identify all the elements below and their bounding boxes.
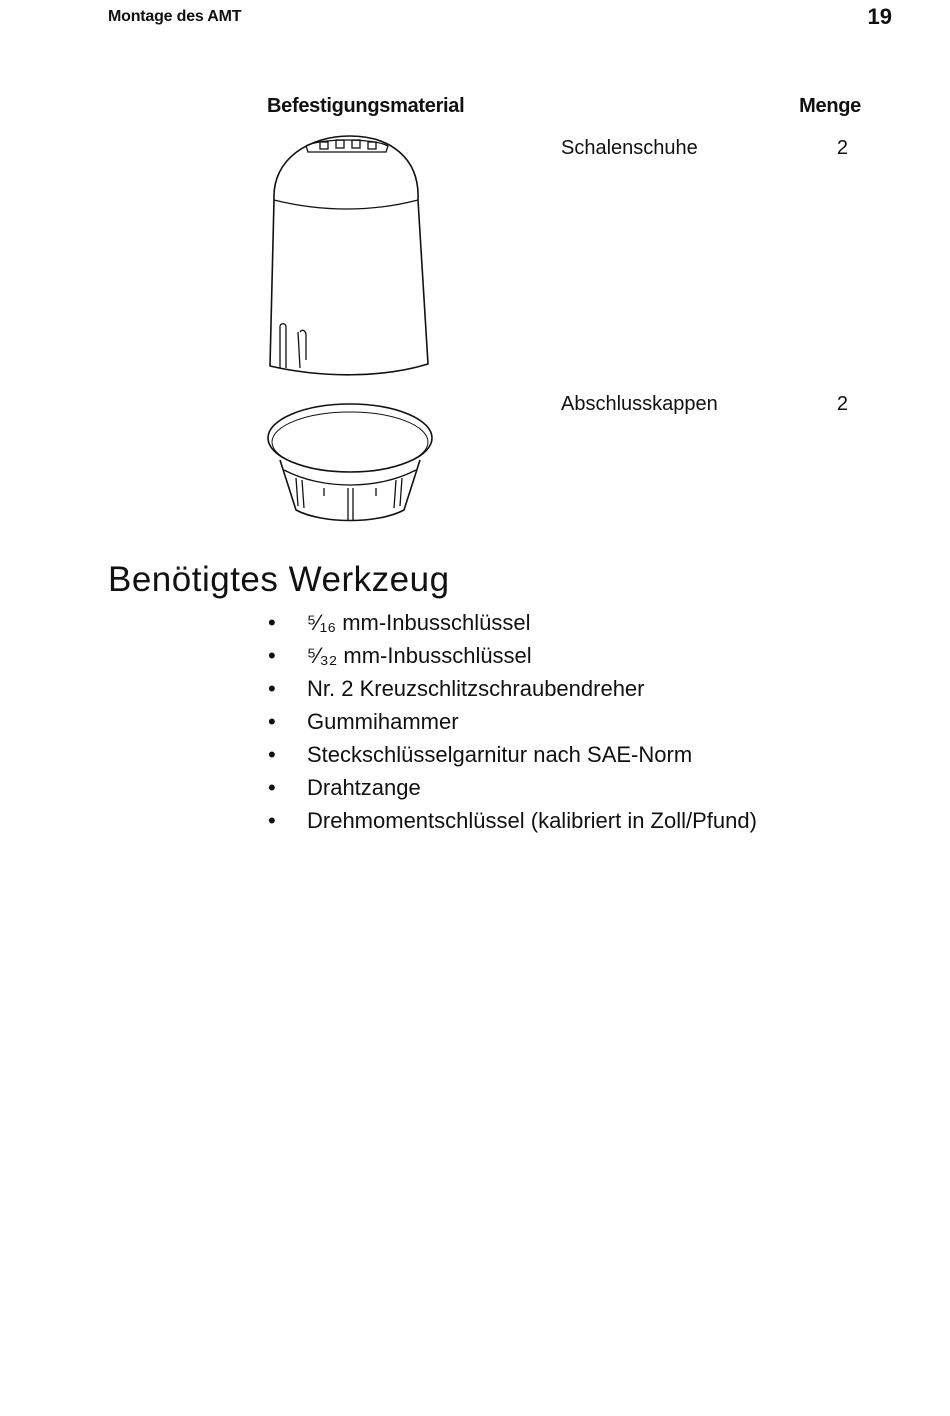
list-item: [268, 672, 757, 705]
part-name-end-caps: Abschlusskappen: [561, 393, 718, 415]
part-name-shell-shoes: Schalenschuhe: [561, 137, 698, 159]
list-item-text: Drahtzange: [307, 775, 421, 800]
list-item-text: Nr. 2 Kreuzschlitzschraubendreher: [307, 676, 645, 701]
shell-shoe-icon: [262, 128, 437, 380]
bullet: •: [268, 643, 276, 668]
column-header-material: Befestigungsmaterial: [267, 95, 465, 117]
section-title-tools: Benötigtes Werkzeug: [108, 560, 450, 599]
bullet: •: [268, 610, 276, 635]
part-quantity-end-caps: 2: [836, 393, 848, 415]
tools-list: [268, 606, 757, 837]
end-cap-icon: [262, 398, 437, 528]
list-item-text: Drehmomentschlüssel (kalibriert in Zoll/Pfund): [307, 808, 757, 833]
running-header: Montage des AMT: [108, 8, 242, 25]
page-number: 19: [867, 4, 892, 29]
bullet: •: [268, 709, 276, 734]
list-item-text: Gummihammer: [307, 709, 459, 734]
list-item: [268, 804, 757, 837]
bullet: •: [268, 742, 276, 767]
list-item: [268, 705, 757, 738]
list-item: [268, 606, 757, 639]
list-item-text: ⁵⁄₁₆ mm-Inbusschlüssel: [307, 610, 531, 635]
bullet: •: [268, 775, 276, 800]
list-item: [268, 738, 757, 771]
list-item-text: ⁵⁄₃₂ mm-Inbusschlüssel: [307, 643, 532, 668]
list-item-text: Steckschlüsselgarnitur nach SAE-Norm: [307, 742, 693, 767]
bullet: •: [268, 808, 276, 833]
column-header-quantity: Menge: [799, 95, 861, 117]
list-item: [268, 771, 757, 804]
part-quantity-shell-shoes: 2: [836, 137, 848, 159]
list-item: [268, 639, 757, 672]
bullet: •: [268, 676, 276, 701]
